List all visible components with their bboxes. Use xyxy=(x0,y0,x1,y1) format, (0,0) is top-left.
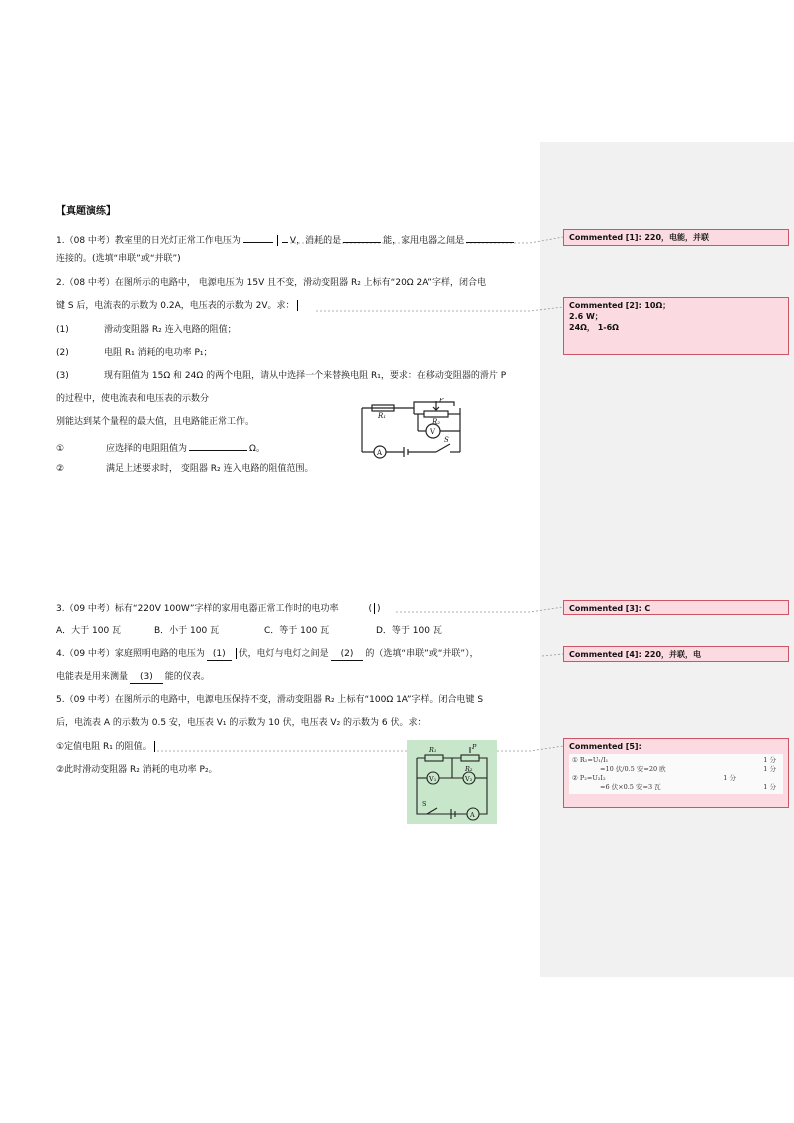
question-1-line-1: 1.（08 中考）教室里的日光灯正常工作电压为 V，消耗的是 能，家用电器之间是 xyxy=(56,232,516,247)
question-3-options xyxy=(56,625,442,637)
comment-4[interactable]: Commented [4]: 220，并联，电 xyxy=(563,646,789,662)
question-5-line-2: 后，电流表 A 的示数为 0.5 安，电压表 V₁ 的示数为 10 伏，电压表 V₂ 的示数为 6 伏。求： xyxy=(56,718,427,728)
label-s: S xyxy=(422,800,427,808)
option-a: A．大于 100 瓦 xyxy=(56,626,122,636)
text-cursor xyxy=(277,235,278,246)
option-c: C．等于 100 瓦 xyxy=(264,626,330,636)
question-2-sub-3-line-3: 别能达到某个量程的最大值，且电路能正常工作。 xyxy=(56,417,255,427)
label-a: A xyxy=(377,449,383,457)
question-4-line-2: 电能表是用来测量 (3) 能的仪表。 xyxy=(56,672,210,682)
circuit-background xyxy=(407,740,497,824)
text-cursor xyxy=(154,741,155,752)
question-2-line-1: 2.（08 中考）在图所示的电路中， 电源电压为 15V 且不变，滑动变阻器 R₂ 上标有“20Ω 2A”字样，闭合电 xyxy=(56,278,486,288)
comment-2[interactable]: Commented [2]: 10Ω； 2.6 W； 24Ω， 1-6Ω xyxy=(563,297,789,355)
question-2-sub-1: (1) 滑动变阻器 R₂ 连入电路的阻值； xyxy=(56,325,237,335)
label-p: P xyxy=(439,398,444,404)
label-r1: R₁ xyxy=(378,412,387,420)
label-r1: R₁ xyxy=(429,746,437,754)
label-a: A xyxy=(470,811,475,819)
question-3-line-1: 3.（09 中考）标有“220V 100W”字样的家用电器正常工作时的电功率 ( ) xyxy=(56,604,381,614)
answer-blank[interactable] xyxy=(466,232,514,243)
label-p: P xyxy=(472,743,477,751)
text-cursor xyxy=(236,648,237,659)
label-v1: V₁ xyxy=(429,775,437,783)
circuit-diagram-2 xyxy=(407,740,497,824)
label-s: S xyxy=(444,436,449,444)
question-2-choice-2: ② 满足上述要求时， 变阻器 R₂ 连入电路的阻值范围。 xyxy=(56,464,314,474)
text-cursor xyxy=(297,300,298,311)
question-5-sub-2: ②此时滑动变阻器 R₂ 消耗的电功率 P₂。 xyxy=(56,765,218,775)
resistor-r2 xyxy=(424,411,448,417)
question-2-sub-2: (2) 电阻 R₁ 消耗的电功率 P₁； xyxy=(56,348,213,358)
resistor-r2 xyxy=(461,755,479,761)
comment-3[interactable]: Commented [3]: C xyxy=(563,600,789,615)
answer-blank[interactable] xyxy=(343,232,381,243)
answer-blank-2[interactable]: (2) xyxy=(331,648,364,661)
answer-blank[interactable] xyxy=(189,440,247,451)
comment-5[interactable]: Commented [5]: ① R₁=U₁/I₁ 1 分 =10 伏/0.5 安=20 欧 1 分 ② P₂=U₂I₂ 1 分 =6 伏×0.5 安=3 瓦 1 分 xyxy=(563,738,789,808)
answer-blank-1[interactable]: (1) xyxy=(207,648,232,661)
option-d: D．等于 100 瓦 xyxy=(376,626,442,636)
section-heading: 【真题演练】 xyxy=(56,206,116,217)
question-5-sub-1: ①定值电阻 R₁ 的阻值。 xyxy=(56,741,157,753)
question-2-choice-1: ① 应选择的电阻阻值为 Ω。 xyxy=(56,440,265,455)
label-r2: R₂ xyxy=(432,418,441,426)
switch xyxy=(436,444,450,452)
text-cursor xyxy=(374,603,375,614)
option-b: B．小于 100 瓦 xyxy=(154,626,220,636)
label-v: V xyxy=(430,428,436,436)
question-4-line-1: 4.（09 中考）家庭照明电路的电压为 (1) 伏，电灯与电灯之间是 (2) 的（选填“串联”或“并联”）， xyxy=(56,649,479,659)
question-2-line-2: 键 S 后，电流表的示数为 0.2A，电压表的示数为 2V。求： xyxy=(56,300,300,312)
answer-blank-3[interactable]: (3) xyxy=(130,671,163,684)
comment-1[interactable]: Commented [1]: 220，电能，并联 xyxy=(563,229,789,246)
question-5-line-1: 5.（09 中考）在图所示的电路中，电源电压保持不变，滑动变阻器 R₂ 上标有“100Ω 1A”字样。闭合电键 S xyxy=(56,695,484,705)
question-2-sub-3-line-2: 的过程中，使电流表和电压表的示数分 xyxy=(56,394,210,404)
question-1-line-2: 连接的。(选填“串联”或“并联”) xyxy=(56,254,181,264)
circuit-diagram-1 xyxy=(358,398,466,464)
label-r2: R₂ xyxy=(465,765,473,773)
answer-blank[interactable] xyxy=(282,232,288,243)
comment-5-solution: ① R₁=U₁/I₁ 1 分 =10 伏/0.5 安=20 欧 1 分 ② P₂=U₂I₂ 1 分 =6 伏×0.5 安=3 瓦 1 分 xyxy=(569,754,783,794)
resistor-r1 xyxy=(425,755,443,761)
label-v2: V₂ xyxy=(465,775,473,783)
question-2-sub-3: (3) 现有阻值为 15Ω 和 24Ω 的两个电阻，请从中选择一个来替换电阻 R₁，要求：在移动变阻器的滑片 P xyxy=(56,371,507,381)
answer-blank[interactable] xyxy=(243,232,273,243)
